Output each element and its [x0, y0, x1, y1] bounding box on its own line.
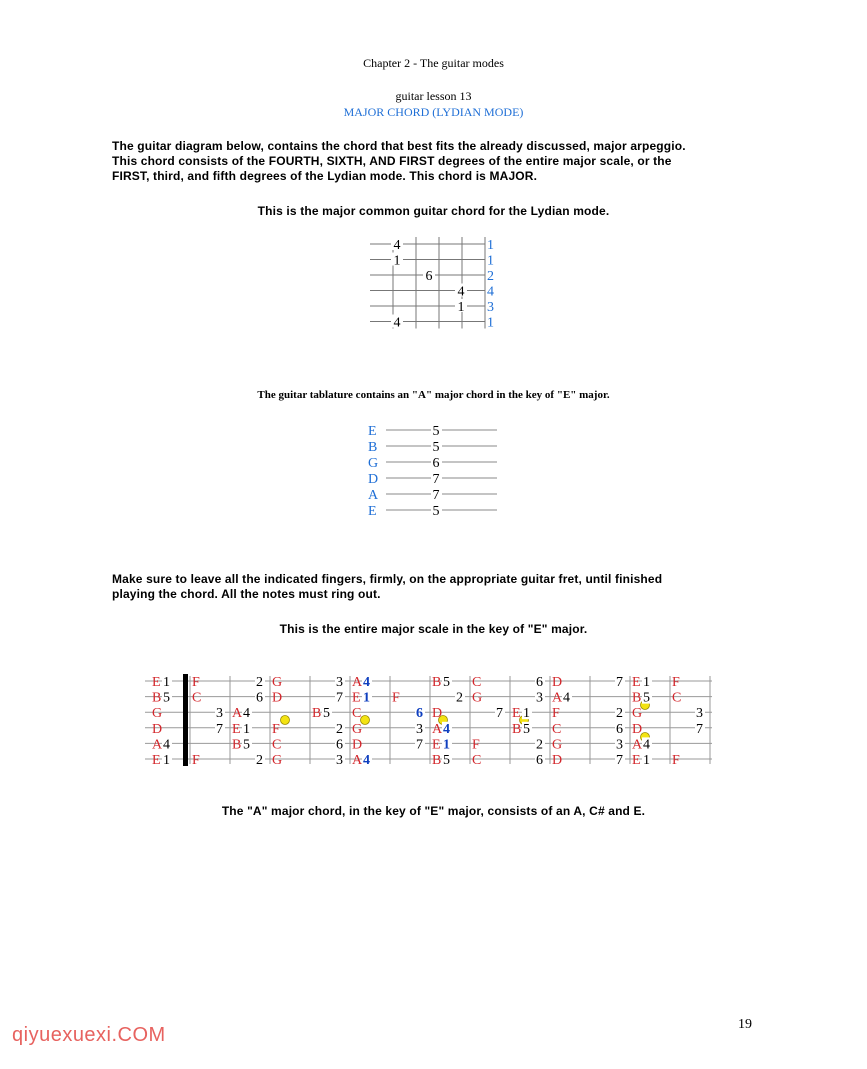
- fretboard-note: [272, 691, 282, 706]
- tab-string-name: D: [368, 472, 379, 487]
- fretboard-note: [192, 753, 200, 768]
- fretboard-note: [152, 706, 162, 721]
- fretboard-note: [232, 706, 252, 721]
- fretboard-note: [272, 675, 282, 690]
- fretboard-note: [535, 737, 545, 752]
- note-letter: C: [472, 675, 482, 690]
- fretboard-note: [432, 675, 452, 690]
- fretboard-note: [672, 753, 680, 768]
- note-number: 2: [336, 721, 343, 737]
- intro-line: This chord consists of the FOURTH, SIXTH, AND FIRST degrees of the entire major scale, or the: [112, 154, 672, 168]
- fretboard-note: [352, 691, 372, 706]
- fretboard-note: [152, 753, 172, 768]
- chord-caption: This is the major common guitar chord for the Lydian mode.: [257, 204, 610, 218]
- chord-marker: 4: [393, 238, 401, 253]
- fretboard-note: [432, 737, 452, 752]
- fretboard-note: [152, 737, 172, 752]
- intro-line: The guitar diagram below, contains the chord that best fits the already discussed, major arpeggio.: [112, 139, 686, 153]
- fretboard-note: [255, 753, 265, 768]
- fretboard-note: [672, 691, 681, 706]
- note-number: 3: [336, 753, 343, 768]
- fretboard-note: [432, 722, 452, 737]
- fretboard-note: [695, 722, 705, 737]
- chord-marker: 6: [425, 269, 433, 284]
- chord-finger: 1: [487, 253, 494, 269]
- note-letter: F: [552, 706, 560, 722]
- note-letter: E: [512, 706, 521, 722]
- note-letter: G: [472, 690, 483, 706]
- note-number: 7: [616, 675, 623, 690]
- note-letter: B: [232, 737, 242, 753]
- note-letter: A: [552, 690, 563, 706]
- note-number: 7: [496, 706, 503, 722]
- note-letter: C: [552, 721, 562, 737]
- tab-string-name: G: [368, 456, 379, 471]
- fretboard-note: [512, 706, 532, 721]
- note-number: 6: [616, 721, 623, 737]
- note-letter: F: [392, 690, 400, 706]
- note-letter: D: [552, 753, 563, 768]
- note-number: 3: [536, 690, 543, 706]
- note-number: 5: [523, 721, 530, 737]
- fretboard-note: [455, 691, 465, 706]
- lesson-number: guitar lesson 13: [395, 89, 472, 103]
- fretboard-note: [472, 675, 481, 690]
- chord-markers: [391, 237, 467, 331]
- fretboard-note: [535, 691, 545, 706]
- note-number: 1: [643, 675, 650, 690]
- watermark-logo: qiyuexuexi.COM: [12, 1024, 166, 1046]
- fretboard-note: [272, 737, 281, 752]
- tab-fret-number: 7: [432, 472, 440, 487]
- note-letter: D: [632, 721, 643, 737]
- fretboard-note: [672, 675, 680, 690]
- tab-string-name: E: [368, 504, 377, 519]
- fretboard-nut: [183, 674, 188, 766]
- chord-diagram: [360, 236, 500, 336]
- fretboard-note: [632, 706, 642, 721]
- intro-line: FIRST, third, and fifth degrees of the Lydian mode. This chord is MAJOR.: [112, 169, 538, 183]
- note-number: 7: [336, 690, 343, 706]
- instruction-line: Make sure to leave all the indicated fingers, firmly, on the appropriate guitar fret, until finished: [112, 572, 663, 586]
- note-letter: E: [432, 737, 441, 753]
- fretboard-note: [352, 722, 362, 737]
- note-letter: F: [672, 675, 680, 690]
- note-number: 3: [616, 737, 623, 753]
- fretboard-note: [255, 691, 265, 706]
- note-letter: A: [352, 753, 363, 768]
- chord-finger: 4: [487, 284, 494, 300]
- note-letter: A: [432, 721, 443, 737]
- fretboard-note: [632, 737, 652, 752]
- note-letter: E: [352, 690, 361, 706]
- fretboard-note: [152, 691, 172, 706]
- fretboard-note: [335, 737, 345, 752]
- note-number: 4: [563, 690, 570, 706]
- note-letter: B: [632, 690, 642, 706]
- note-number: 1: [163, 675, 170, 690]
- note-number: 2: [256, 675, 263, 690]
- fretboard-lines: [145, 674, 712, 766]
- note-number: 5: [323, 706, 330, 722]
- fretboard-note: [615, 753, 625, 768]
- fretboard-note: [255, 675, 265, 690]
- fretboard-notes: [152, 675, 705, 768]
- fretboard-note: [352, 737, 362, 752]
- fretboard-note: [432, 753, 452, 768]
- fretboard-note: [352, 753, 372, 768]
- note-number: 4: [363, 753, 370, 768]
- note-number: 6: [336, 737, 343, 753]
- fretboard-note: [272, 753, 282, 768]
- note-number: 3: [416, 721, 423, 737]
- fretboard-note: [415, 722, 425, 737]
- fretboard-note: [632, 753, 652, 768]
- chord-finger: 2: [487, 269, 494, 284]
- fretboard-note: [615, 737, 625, 752]
- note-letter: B: [432, 675, 442, 690]
- note-letter: B: [312, 706, 322, 722]
- note-letter: G: [352, 721, 363, 737]
- note-letter: A: [152, 737, 163, 753]
- note-letter: A: [352, 675, 363, 690]
- fretboard-note: [152, 675, 172, 690]
- note-number: 1: [163, 753, 170, 768]
- note-letter: C: [472, 753, 482, 768]
- note-number: 4: [643, 737, 650, 753]
- note-number: 4: [243, 706, 250, 722]
- note-number: 2: [616, 706, 623, 722]
- tab-fret-number: 5: [432, 440, 440, 455]
- note-number: 5: [243, 737, 250, 753]
- note-number: 1: [243, 721, 250, 737]
- fretboard-note: [552, 737, 562, 752]
- fretboard-dot: [281, 716, 290, 725]
- fretboard-note: [472, 691, 482, 706]
- note-letter: F: [472, 737, 480, 753]
- chord-finger: 1: [487, 315, 494, 331]
- note-number: 7: [616, 753, 623, 768]
- fretboard-note: [152, 722, 162, 737]
- fretboard-note: [632, 722, 642, 737]
- note-letter: B: [512, 721, 522, 737]
- chord-marker: 4: [393, 315, 401, 331]
- fretboard-note: [335, 722, 345, 737]
- note-number: 2: [456, 690, 463, 706]
- fretboard-note: [512, 722, 532, 737]
- fretboard-note: [632, 675, 652, 690]
- page-number: 19: [738, 1017, 752, 1032]
- tab-fret-number: 6: [432, 456, 440, 471]
- fretboard-note: [472, 737, 480, 752]
- note-number: 2: [536, 737, 543, 753]
- note-number: 5: [163, 690, 170, 706]
- intro-paragraph: [112, 139, 752, 184]
- note-number: 5: [443, 753, 450, 768]
- note-number: 4: [163, 737, 170, 753]
- tab-fret-number: 5: [432, 504, 440, 519]
- note-letter: B: [432, 753, 442, 768]
- note-letter: D: [552, 675, 563, 690]
- note-letter: G: [272, 753, 283, 768]
- instruction-paragraph: [112, 572, 752, 602]
- fretboard-note: [232, 722, 252, 737]
- fretboard-diagram: [145, 668, 720, 773]
- note-number: 5: [443, 675, 450, 690]
- tab-string-name: A: [368, 488, 379, 503]
- chord-marker: 1: [393, 253, 401, 269]
- note-number: 1: [523, 706, 530, 722]
- note-letter: G: [272, 675, 283, 690]
- note-letter: B: [152, 690, 162, 706]
- note-letter: E: [232, 721, 241, 737]
- fretboard-note: [192, 691, 201, 706]
- fretboard-note: [415, 737, 425, 752]
- note-letter: F: [192, 675, 200, 690]
- note-number: 6: [416, 706, 423, 722]
- fretboard-note: [335, 675, 345, 690]
- note-number: 7: [696, 721, 703, 737]
- note-number: 4: [443, 721, 450, 737]
- note-letter: G: [552, 737, 563, 753]
- fretboard-note: [552, 706, 560, 721]
- note-number: 1: [363, 690, 370, 706]
- fretboard-note: [552, 691, 572, 706]
- note-letter: A: [632, 737, 643, 753]
- fretboard-note: [232, 737, 252, 752]
- fretboard-note: [552, 753, 562, 768]
- note-letter: D: [272, 690, 283, 706]
- fretboard-note: [615, 675, 625, 690]
- note-number: 3: [216, 706, 223, 722]
- note-number: 3: [696, 706, 703, 722]
- fretboard-note: [535, 675, 545, 690]
- fretboard-note: [352, 675, 372, 690]
- note-letter: G: [152, 706, 163, 722]
- fretboard-note: [335, 691, 345, 706]
- note-number: 3: [336, 675, 343, 690]
- note-number: 7: [216, 721, 223, 737]
- note-number: 2: [256, 753, 263, 768]
- fretboard-note: [432, 706, 442, 721]
- fretboard-note: [272, 722, 280, 737]
- note-number: 6: [256, 690, 263, 706]
- conclusion: The "A" major chord, in the key of "E" major, consists of an A, C# and E.: [221, 804, 646, 818]
- scale-caption: This is the entire major scale in the key of "E" major.: [279, 622, 588, 636]
- tab-diagram: [360, 421, 510, 521]
- fretboard-note: [415, 706, 425, 721]
- chord-marker: 1: [457, 300, 465, 315]
- tab-string-name: E: [368, 424, 377, 439]
- note-number: 6: [536, 675, 543, 690]
- tab-fret-number: 5: [432, 424, 440, 439]
- note-letter: D: [152, 721, 163, 737]
- fretboard-note: [472, 753, 481, 768]
- fretboard-note: [552, 722, 561, 737]
- note-letter: E: [632, 753, 641, 768]
- fretboard-note: [312, 706, 332, 721]
- note-number: 1: [443, 737, 450, 753]
- lesson-title: MAJOR CHORD (LYDIAN MODE): [343, 105, 524, 119]
- note-number: 1: [643, 753, 650, 768]
- note-letter: C: [352, 706, 362, 722]
- note-letter: F: [192, 753, 200, 768]
- fretboard-note: [335, 753, 345, 768]
- note-letter: F: [272, 721, 280, 737]
- note-number: 4: [363, 675, 370, 690]
- fretboard-note: [352, 706, 361, 721]
- fretboard-note: [695, 706, 705, 721]
- note-number: 6: [536, 753, 543, 768]
- fretboard-note: [495, 706, 505, 721]
- note-letter: D: [352, 737, 363, 753]
- note-letter: F: [672, 753, 680, 768]
- note-letter: A: [232, 706, 243, 722]
- note-letter: E: [152, 675, 161, 690]
- chapter-title: Chapter 2 - The guitar modes: [363, 56, 504, 70]
- fretboard-note: [552, 675, 562, 690]
- note-letter: G: [632, 706, 643, 722]
- note-number: 7: [416, 737, 423, 753]
- fretboard-note: [215, 722, 225, 737]
- fretboard-note: [632, 691, 652, 706]
- note-letter: E: [152, 753, 161, 768]
- tab-string-name: B: [368, 440, 378, 455]
- tab-caption: The guitar tablature contains an "A" major chord in the key of "E" major.: [257, 389, 610, 401]
- fretboard-note: [192, 675, 200, 690]
- chord-fingers: [486, 237, 498, 331]
- chord-marker: 4: [457, 284, 465, 300]
- instruction-line: playing the chord. All the notes must ring out.: [112, 587, 381, 601]
- chord-finger: 3: [487, 300, 494, 315]
- note-letter: D: [432, 706, 443, 722]
- fretboard-note: [535, 753, 545, 768]
- tab-fret-number: 7: [432, 488, 440, 503]
- chord-finger: 1: [487, 238, 494, 253]
- fretboard-note: [615, 706, 625, 721]
- fretboard-note: [215, 706, 225, 721]
- tab-labels: [368, 423, 442, 519]
- note-letter: C: [272, 737, 282, 753]
- note-letter: C: [672, 690, 682, 706]
- note-number: 5: [643, 690, 650, 706]
- fretboard-note: [615, 722, 625, 737]
- fretboard-note: [392, 691, 400, 706]
- note-letter: C: [192, 690, 202, 706]
- note-letter: E: [632, 675, 641, 690]
